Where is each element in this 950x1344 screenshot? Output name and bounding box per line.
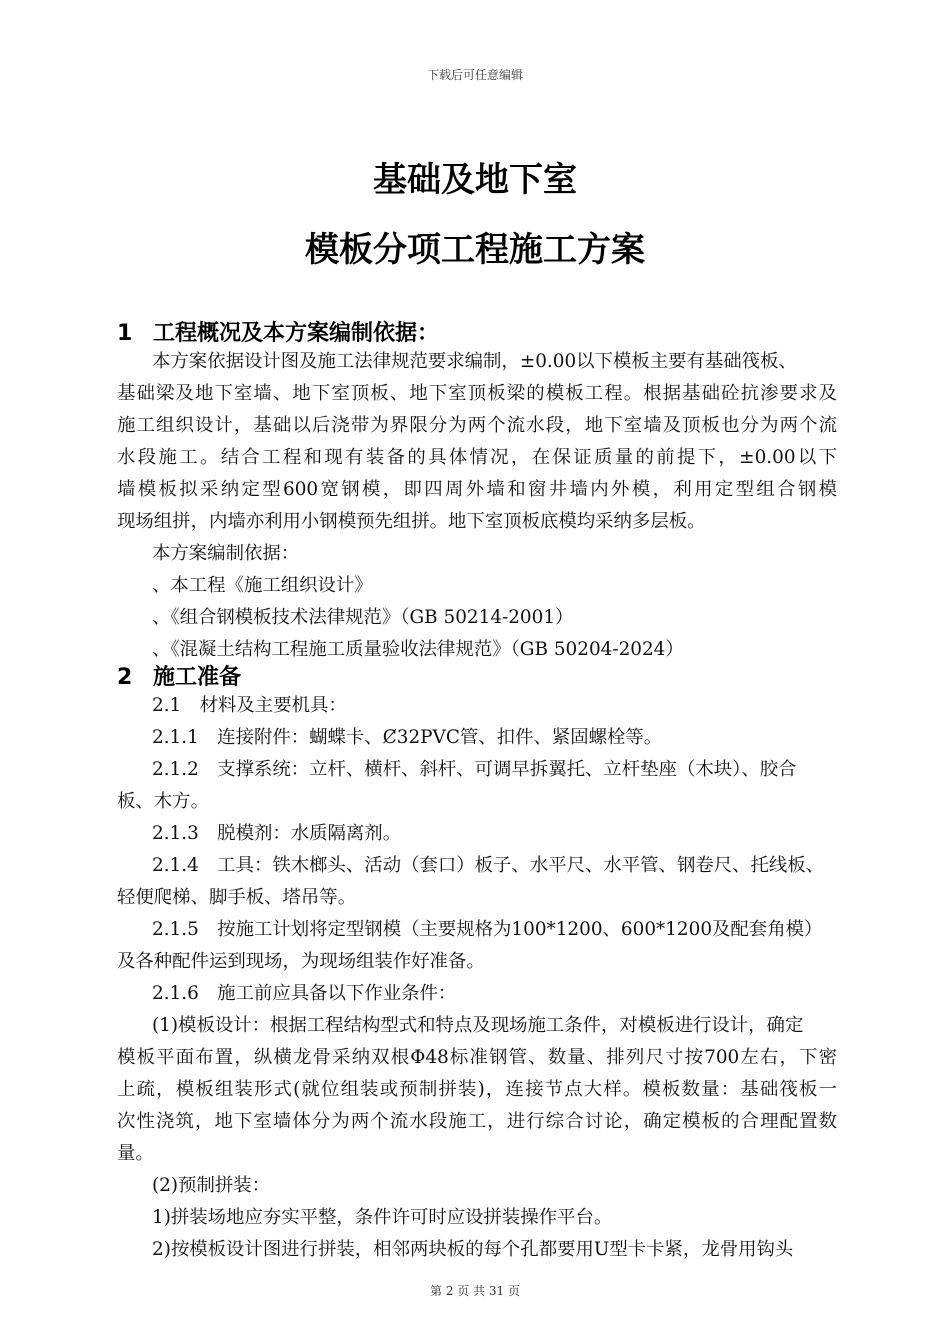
basis-item: 、《混凝土结构工程施工质量验收法律规范》（GB 50204-2024） bbox=[152, 639, 684, 660]
document-title-line1: 基础及地下室 bbox=[373, 160, 577, 200]
page-header: 下载后可任意编辑 bbox=[426, 68, 523, 82]
basis-item: 、本工程《施工组织设计》 bbox=[152, 575, 373, 596]
paragraph-line: 墙模板拟采纳定型600宽钢模，即四周外墙和窗井墙内外模，利用定型组合钢模 bbox=[117, 479, 837, 500]
paragraph-line: 1)拼装场地应夯实平整，条件许可时应设拼装操作平台。 bbox=[152, 1207, 613, 1228]
paragraph-line: 2.1.2 支撑系统：立杆、横杆、斜杆、可调早拆翼托、立杆垫座（木块）、胶合 bbox=[152, 759, 797, 780]
document-title-line2: 模板分项工程施工方案 bbox=[305, 230, 645, 270]
paragraph-line: 2.1.1 连接附件：蝴蝶卡、Ȼ32PVC管、扣件、紧固螺栓等。 bbox=[152, 727, 663, 748]
paragraph-line: 基础梁及地下室墙、地下室顶板、地下室顶板梁的模板工程。根据基础砼抗渗要求及 bbox=[117, 383, 837, 404]
section-2-heading bbox=[117, 660, 241, 691]
paragraph-line: 施工组织设计，基础以后浇带为界限分为两个流水段，地下室墙及顶板也分为两个流 bbox=[117, 415, 837, 436]
paragraph-line: 2.1 材料及主要机具： bbox=[152, 695, 347, 716]
basis-intro: 本方案编制依据： bbox=[152, 543, 300, 564]
paragraph-line: 量。 bbox=[117, 1143, 154, 1164]
paragraph-line: 上疏，模板组装形式(就位组装或预制拼装)，连接节点大样。模板数量：基础筏板一 bbox=[117, 1079, 837, 1100]
section-number: 1 bbox=[117, 321, 133, 346]
paragraph-line: 次性浇筑，地下室墙体分为两个流水段施工，进行综合讨论，确定模板的合理配置数 bbox=[117, 1111, 837, 1132]
section-1-heading bbox=[117, 316, 439, 347]
basis-item: 、《组合钢模板技术法律规范》（GB 50214-2001） bbox=[152, 607, 574, 628]
paragraph-line: (2)预制拼装： bbox=[152, 1175, 271, 1196]
page-footer: 第 2 页 共 31 页 bbox=[430, 1284, 520, 1298]
paragraph-line: 轻便爬梯、脚手板、塔吊等。 bbox=[117, 887, 357, 908]
section-title: 工程概况及本方案编制依据： bbox=[153, 321, 440, 346]
paragraph-line: 水段施工。结合工程和现有装备的具体情况，在保证质量的前提下，±0.00以下 bbox=[117, 447, 837, 468]
paragraph-line: (1)模板设计：根据工程结构型式和特点及现场施工条件，对模板进行设计，确定 bbox=[152, 1015, 804, 1036]
paragraph-line: 2.1.5 按施工计划将定型钢模（主要规格为100*1200、600*1200及配套角模） bbox=[152, 919, 823, 940]
section-title: 施工准备 bbox=[153, 665, 242, 690]
paragraph-line: 2.1.3 脱模剂：水质隔离剂。 bbox=[152, 823, 402, 844]
paragraph-line: 现场组拼，内墙亦利用小钢模预先组拼。地下室顶板底模均采纳多层板。 bbox=[117, 511, 706, 532]
section-number: 2 bbox=[117, 665, 133, 690]
paragraph-line: 2.1.6 施工前应具备以下作业条件： bbox=[152, 983, 457, 1004]
paragraph-line: 2)按模板设计图进行拼装，相邻两块板的每个孔都要用U型卡卡紧，龙骨用钩头 bbox=[152, 1239, 794, 1260]
paragraph-line: 本方案依据设计图及施工法律规范要求编制，±0.00以下模板主要有基础筏板、 bbox=[152, 351, 797, 372]
paragraph-line: 及各种配件运到现场，为现场组装作好准备。 bbox=[117, 951, 485, 972]
paragraph-line: 模板平面布置，纵横龙骨采纳双根Φ48标准钢管、数量、排列尺寸按700左右，下密 bbox=[117, 1047, 837, 1068]
paragraph-line: 2.1.4 工具：铁木榔头、活动（套口）板子、水平尺、水平管、钢卷尺、托线板、 bbox=[152, 855, 825, 876]
paragraph-line: 板、木方。 bbox=[117, 791, 209, 812]
